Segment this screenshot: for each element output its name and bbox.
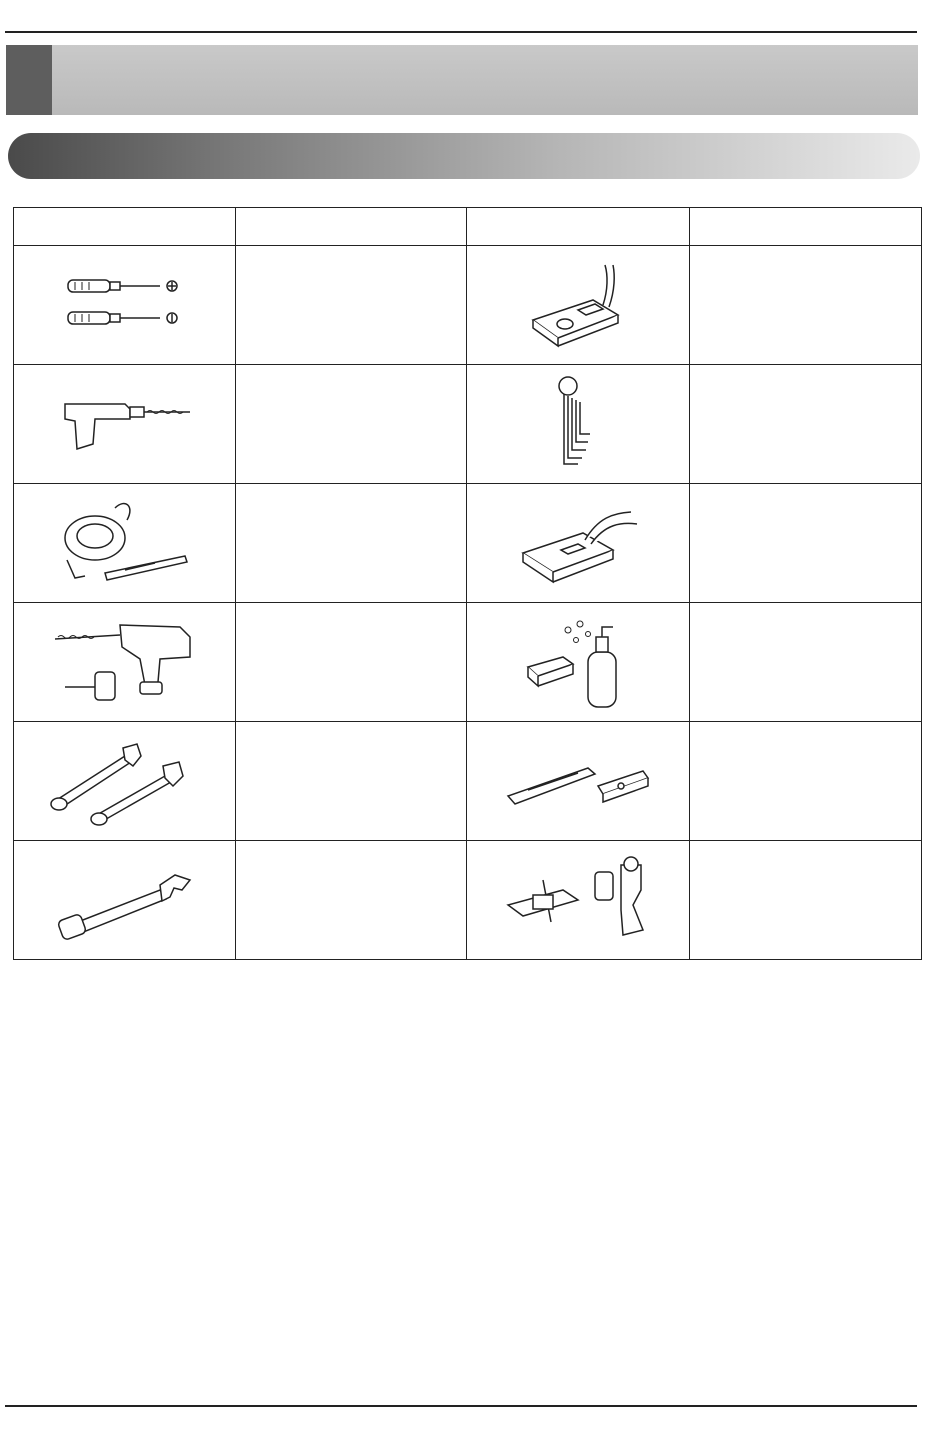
header-tab bbox=[6, 45, 52, 115]
tool-image-cell bbox=[467, 484, 689, 603]
tool-image-cell bbox=[467, 246, 689, 365]
core-drill-icon bbox=[50, 617, 200, 707]
tool-image-cell bbox=[467, 841, 689, 960]
tools-table bbox=[13, 207, 922, 960]
tool-image-cell bbox=[467, 722, 689, 841]
tool-image-cell bbox=[467, 603, 689, 722]
tool-image-cell bbox=[14, 365, 236, 484]
tool-image-cell bbox=[14, 484, 236, 603]
page-header-bar bbox=[6, 45, 918, 115]
table-header-row bbox=[14, 208, 922, 246]
tool-name-cell bbox=[689, 365, 921, 484]
bottom-rule bbox=[5, 1405, 917, 1407]
table-header-cell bbox=[689, 208, 921, 246]
section-banner bbox=[8, 133, 920, 179]
tool-name-cell bbox=[236, 841, 467, 960]
table-row bbox=[14, 722, 922, 841]
top-rule bbox=[5, 31, 917, 33]
table-header-cell bbox=[236, 208, 467, 246]
tool-image-cell bbox=[14, 722, 236, 841]
tool-name-cell bbox=[236, 603, 467, 722]
table-header-cell bbox=[14, 208, 236, 246]
tool-image-cell bbox=[14, 246, 236, 365]
electric-drill-icon bbox=[55, 389, 195, 459]
table-header-cell bbox=[467, 208, 689, 246]
thermometer-level-icon bbox=[503, 746, 653, 816]
tool-name-cell bbox=[689, 722, 921, 841]
gas-leak-detector-icon bbox=[518, 612, 638, 712]
table-row bbox=[14, 841, 922, 960]
ammeter-icon bbox=[513, 498, 643, 588]
spanner-icon bbox=[45, 736, 205, 826]
table-row bbox=[14, 365, 922, 484]
tool-name-cell bbox=[236, 365, 467, 484]
tool-image-cell bbox=[14, 841, 236, 960]
tool-name-cell bbox=[236, 484, 467, 603]
flaring-tool-set-icon bbox=[503, 850, 653, 950]
table-row bbox=[14, 484, 922, 603]
tool-image-cell bbox=[14, 603, 236, 722]
tool-image-cell bbox=[467, 365, 689, 484]
tape-measure-knife-icon bbox=[55, 498, 195, 588]
hex-key-icon bbox=[548, 374, 608, 474]
tool-name-cell bbox=[689, 603, 921, 722]
tool-name-cell bbox=[689, 246, 921, 365]
table-row bbox=[14, 246, 922, 365]
screwdriver-icon bbox=[60, 270, 190, 340]
tool-name-cell bbox=[689, 484, 921, 603]
torque-wrench-icon bbox=[50, 855, 200, 945]
table-row bbox=[14, 603, 922, 722]
tool-name-cell bbox=[689, 841, 921, 960]
multimeter-icon bbox=[523, 260, 633, 350]
tool-name-cell bbox=[236, 722, 467, 841]
tool-name-cell bbox=[236, 246, 467, 365]
